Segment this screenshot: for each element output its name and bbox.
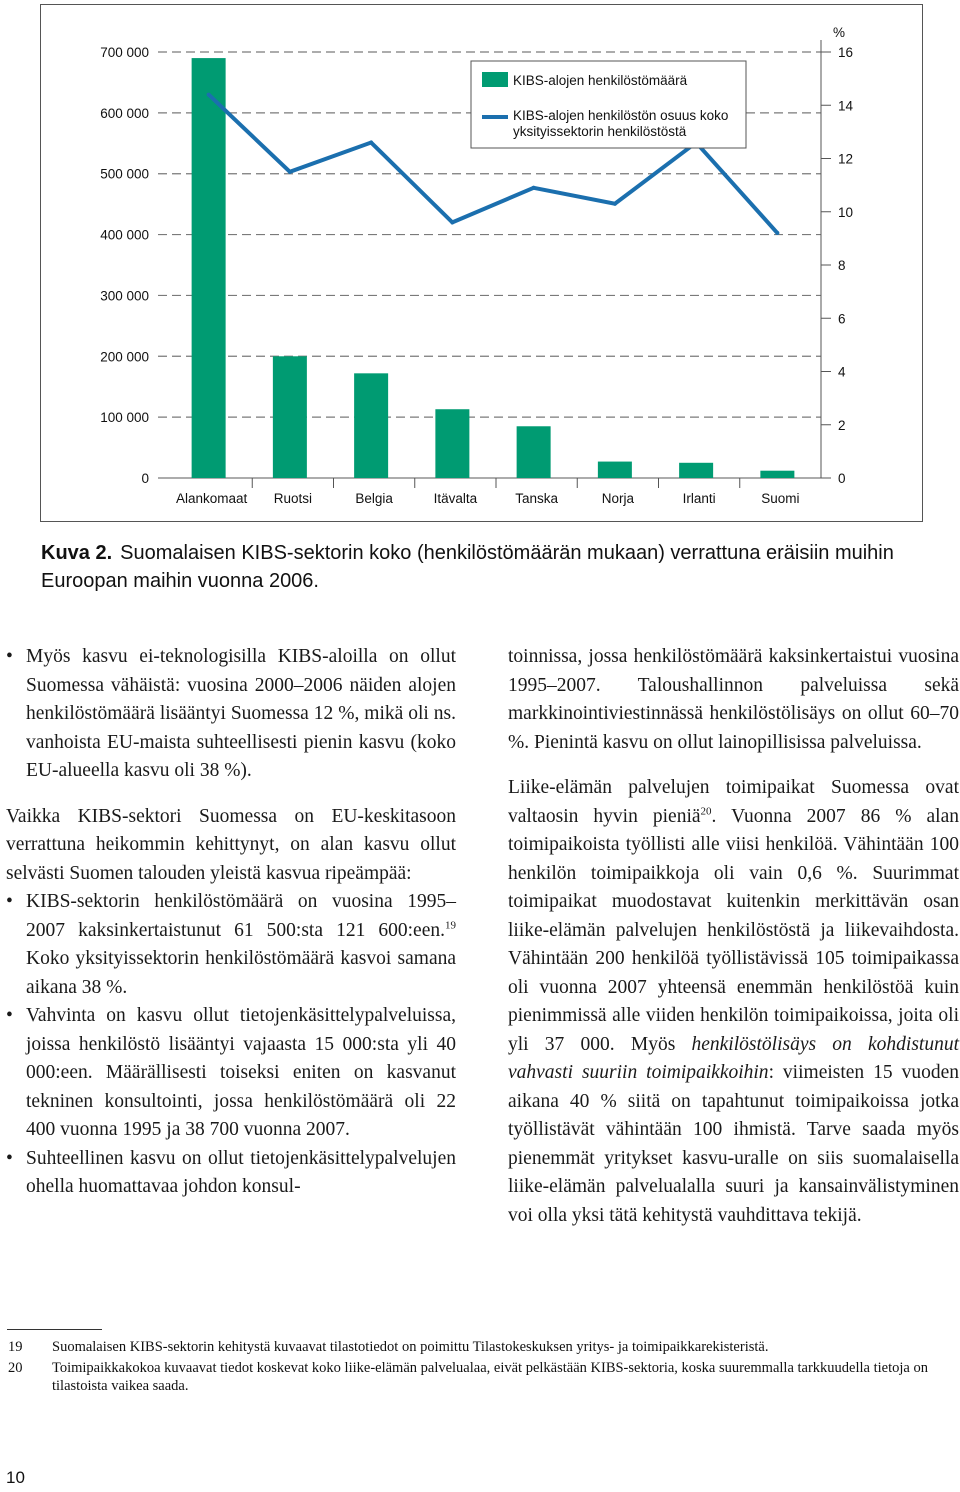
footnote-number: 19 bbox=[8, 1339, 23, 1355]
right-tick-label: 10 bbox=[838, 204, 854, 220]
paragraph: Liike-elämän palvelujen toimipaikat Suomessa ovat valtaosin hyvin pieniä$^{20}$. Vuonna 2007 86 % alan toimipaikoista työllisti alle viisi henkilöä. Vähintään 100 henkilön toimipaikkoja oli vain 0,6 %. Suurimmat toimipaikat muodostavat kuitenkin merkittävän osan liike-elämän palvelujen henkilöstöstä ja liikevaihdosta. Vähintään 200 henkilöä työllistävissä 105 toimipaikassa oli vuonna 2007 yhteensä enemmän henkilöstöä kuin pienimmissä alle viiden henkilön toimipaikoissa, joita oli yli 37 000. Myös henkilöstölisäys on kohdistunut vahvasti suuriin toimipaikkoihin: viimeisten 15 vuoden aikana 40 % siitä on tapahtunut toimipaikoissa jotka työllistävät vähintään 100 ihmistä. Tarve saada myös pienemmät yritykset kasvu-uralle on siis suomalaisella liike-elämän palvelualalla suuri ja kansainvälistyminen voi olla yksi tätä kehitystä vauhdittava tekijä. bbox=[508, 777, 959, 1226]
line-point bbox=[532, 186, 536, 190]
bar-itävalta bbox=[435, 409, 469, 478]
emphasis-text: henkilöstölisäys on kohdistunut vahvasti suuriin toimipaikkoihin bbox=[508, 1033, 959, 1083]
footnote-number: 20 bbox=[8, 1360, 23, 1376]
left-axis bbox=[100, 45, 149, 486]
right-tick-label: 0 bbox=[838, 471, 846, 486]
bullet-item bbox=[6, 643, 456, 786]
line-point bbox=[450, 220, 454, 224]
category-axis bbox=[176, 478, 800, 506]
left-tick-label: 100 000 bbox=[100, 410, 149, 426]
paragraph: Vaikka KIBS-sektori Suomessa on EU-keskitasoon verrattuna heikommin kehittynyt, on alan kasvu ollut selvästi Suomen talouden yleistä kasvua ripeämpää: bbox=[6, 805, 456, 884]
bar-tanska bbox=[517, 426, 551, 478]
category-label: Norja bbox=[601, 491, 635, 506]
page-number: 10 bbox=[6, 1468, 25, 1487]
line-point bbox=[613, 202, 617, 206]
left-tick-label: 300 000 bbox=[100, 288, 149, 304]
footnote bbox=[8, 1338, 938, 1356]
bullet-icon: • bbox=[6, 1147, 13, 1169]
left-tick-label: 0 bbox=[141, 471, 149, 486]
right-axis bbox=[821, 40, 854, 486]
caption-label: Kuva 2. bbox=[41, 542, 113, 564]
left-column bbox=[6, 643, 456, 1202]
bar-irlanti bbox=[679, 463, 713, 478]
footnote-divider bbox=[7, 1329, 102, 1330]
legend-line-label-2: yksityissektorin henkilöstöstä bbox=[513, 124, 687, 139]
category-label: Tanska bbox=[515, 491, 559, 506]
category-label: Suomi bbox=[761, 491, 800, 506]
right-column bbox=[508, 643, 959, 1230]
bar-alankomaat bbox=[192, 58, 226, 478]
line-point bbox=[775, 231, 779, 235]
line-point bbox=[207, 93, 211, 97]
category-label: Itävalta bbox=[433, 491, 478, 506]
bullet-item bbox=[6, 1145, 456, 1202]
caption-text: Suomalaisen KIBS-sektorin koko (henkilöstömäärän mukaan) verrattuna eräisiin muihin Euroopan maihin vuonna 2006. bbox=[41, 542, 894, 592]
legend-bar-label: KIBS-alojen henkilöstömäärä bbox=[513, 73, 688, 88]
category-label: Belgia bbox=[355, 491, 393, 506]
category-label: Irlanti bbox=[682, 491, 716, 506]
left-tick-label: 700 000 bbox=[100, 45, 149, 60]
bar-suomi bbox=[760, 471, 794, 478]
footnote bbox=[8, 1359, 938, 1395]
right-tick-label: 16 bbox=[838, 45, 854, 60]
bullet-icon: • bbox=[6, 891, 13, 912]
category-label: Ruotsi bbox=[273, 491, 313, 506]
footnote-ref-20: 20 bbox=[700, 805, 712, 817]
chart-figure bbox=[40, 4, 923, 522]
line-point bbox=[288, 170, 292, 174]
right-tick-label: 8 bbox=[838, 258, 846, 273]
paragraph: toinnissa, jossa henkilöstömäärä kaksinkertaistui vuosina 1995–2007. Taloushallinnon palveluissa sekä markkinointiviestinnässä henkilöstölisäys on ollut 60–70 %. Pienintä kasvu on ollut lainopillisissa palveluissa. bbox=[508, 646, 959, 753]
right-tick-label: 14 bbox=[838, 98, 854, 114]
left-tick-label: 500 000 bbox=[100, 166, 149, 182]
bullet-icon: • bbox=[6, 1005, 13, 1026]
legend-bar-swatch bbox=[482, 72, 508, 87]
category-label: Alankomaat bbox=[175, 491, 248, 506]
bullet-text: KIBS-sektorin henkilöstömäärä on vuosina 1995–2007 kaksinkertaistunut 61 500:sta 121 600:een. bbox=[26, 891, 456, 941]
right-tick-label: 2 bbox=[838, 417, 846, 433]
chart-svg bbox=[41, 5, 924, 523]
line-point bbox=[369, 141, 373, 145]
left-tick-label: 600 000 bbox=[100, 105, 149, 121]
footnote-text: Toimipaikkakokoa kuvaavat tiedot koskevat koko liike-elämän palvelualaa, eivät pelkästään KIBS-sektoria, koska suuremmalla tarkkuudella tietoja on tilastoista vaikea saada. bbox=[52, 1360, 928, 1394]
bullet-text: Suhteellinen kasvu on ollut tietojenkäsittelypalvelujen ohella huomattavaa johdon konsul- bbox=[26, 1147, 456, 1197]
left-tick-label: 400 000 bbox=[100, 227, 149, 243]
figure-caption bbox=[41, 539, 921, 595]
legend-line-label-1: KIBS-alojen henkilöstön osuus koko bbox=[513, 108, 729, 123]
bullet-item bbox=[6, 1002, 456, 1145]
bar-belgia bbox=[354, 373, 388, 478]
bar-ruotsi bbox=[273, 356, 307, 478]
right-tick-label: 4 bbox=[838, 364, 846, 380]
bullet-item bbox=[6, 888, 456, 1002]
footnotes bbox=[8, 1338, 938, 1398]
footnote-text: Suomalaisen KIBS-sektorin kehitystä kuvaavat tilastotiedot on poimittu Tilastokeskuksen yritys- ja toimipaikkarekisteristä. bbox=[52, 1339, 769, 1355]
footnote-ref-19: 19 bbox=[445, 919, 456, 931]
bullet-icon: • bbox=[6, 646, 13, 667]
left-tick-label: 200 000 bbox=[100, 349, 149, 365]
bar-norja bbox=[598, 462, 632, 478]
right-axis-unit: % bbox=[832, 25, 846, 40]
bullet-text-continued: Koko yksityissektorin henkilöstömäärä kasvoi samana aikana 38 %. bbox=[26, 948, 456, 998]
bullet-text: Myös kasvu ei-teknologisilla KIBS-aloilla on ollut Suomessa vähäistä: vuosina 2000–2006 näiden alojen henkilöstömäärä lisääntyi Suomessa 12 %, mikä oli ns. vanhoista EU-maista suhteellisesti pienin kasvu (koko EU-alueella kasvu oli 38 %). bbox=[26, 646, 456, 781]
bullet-text: Vahvinta on kasvu ollut tietojenkäsittelypalveluissa, joissa henkilöstö lisääntyi vajaasta 15 000:sta yli 40 000:een. Määrällisesti toiseksi eniten on kasvanut tekninen konsultointi, jossa henkilöstömäärä oli 22 400 vuonna 1995 ja 38 700 vuonna 2007. bbox=[26, 1005, 456, 1140]
right-tick-label: 6 bbox=[838, 311, 846, 327]
right-tick-label: 12 bbox=[838, 151, 854, 167]
legend bbox=[471, 61, 746, 148]
